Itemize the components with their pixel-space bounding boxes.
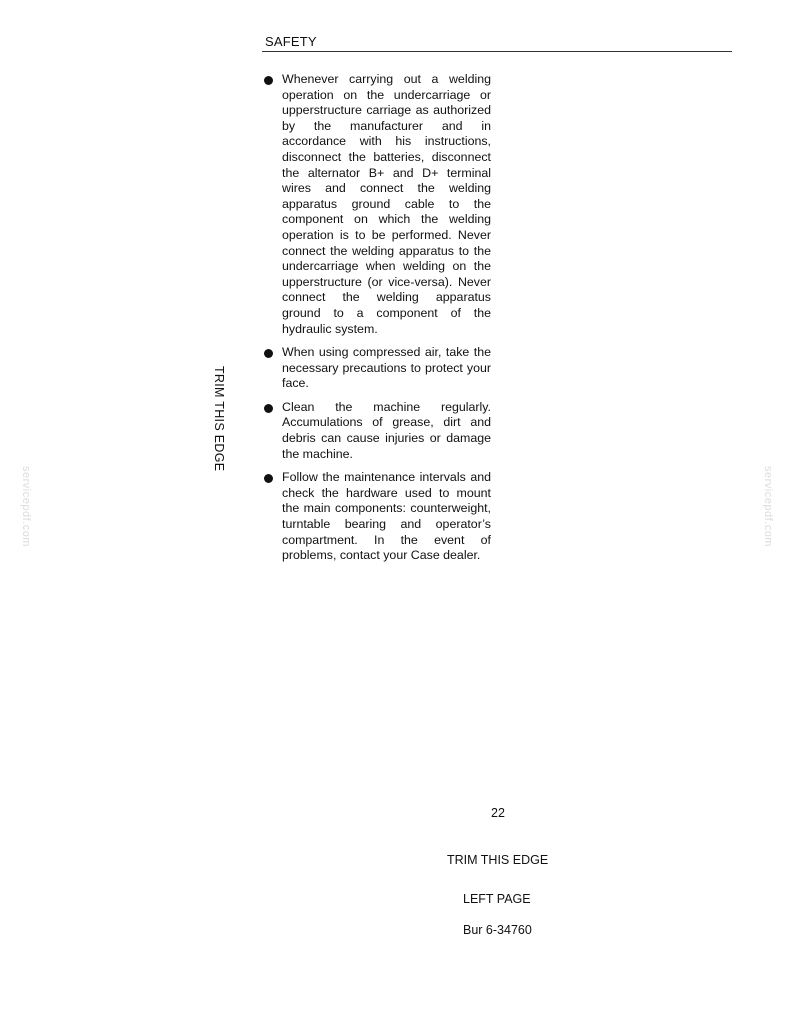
bullet-item-compressed-air bbox=[263, 345, 491, 392]
page-number: 22 bbox=[491, 806, 505, 820]
side-trim-label: TRIM THIS EDGE bbox=[212, 366, 226, 472]
bullet-item-maintenance bbox=[263, 470, 491, 564]
safety-bullet-list bbox=[263, 72, 491, 572]
bullet-item-welding bbox=[263, 72, 491, 337]
header-divider bbox=[262, 51, 732, 52]
footer-trim-label: TRIM THIS EDGE bbox=[447, 853, 549, 867]
footer-page-side: LEFT PAGE bbox=[463, 892, 531, 906]
bullet-dot-icon bbox=[264, 349, 273, 358]
watermark-left: servicepdf.com bbox=[20, 466, 32, 547]
watermark-right: servicepdf.com bbox=[762, 466, 774, 547]
bullet-text: Follow the maintenance intervals and check the hardware used to mount the main components: counterweight, turntable bearing and operator’s compartment. In the event of problems, contact your Case dealer. bbox=[282, 470, 491, 563]
bullet-text: Clean the machine regularly. Accumulations of grease, dirt and debris can cause injuries or damage the machine. bbox=[282, 399, 491, 461]
bullet-text: When using compressed air, take the necessary precautions to protect your face. bbox=[282, 345, 491, 391]
bullet-dot-icon bbox=[264, 76, 273, 85]
bullet-dot-icon bbox=[264, 474, 273, 483]
footer-document-code: Bur 6-34760 bbox=[463, 923, 532, 937]
bullet-item-clean-machine bbox=[263, 400, 491, 462]
bullet-dot-icon bbox=[264, 404, 273, 413]
page-section-title: SAFETY bbox=[265, 34, 317, 49]
bullet-text: Whenever carrying out a welding operation on the undercarriage or upperstructure carriage as authorized by the manufacturer and in accordance with his instructions, disconnect the batteries, disconnect the alternator B+ and D+ terminal wires and connect the welding apparatus ground cable to the component on which the welding operation is to be performed. Never connect the welding apparatus to the undercarriage when welding on the upperstructure (or vice-versa). Never connect the welding apparatus ground to a component of the hydraulic system. bbox=[282, 72, 491, 336]
